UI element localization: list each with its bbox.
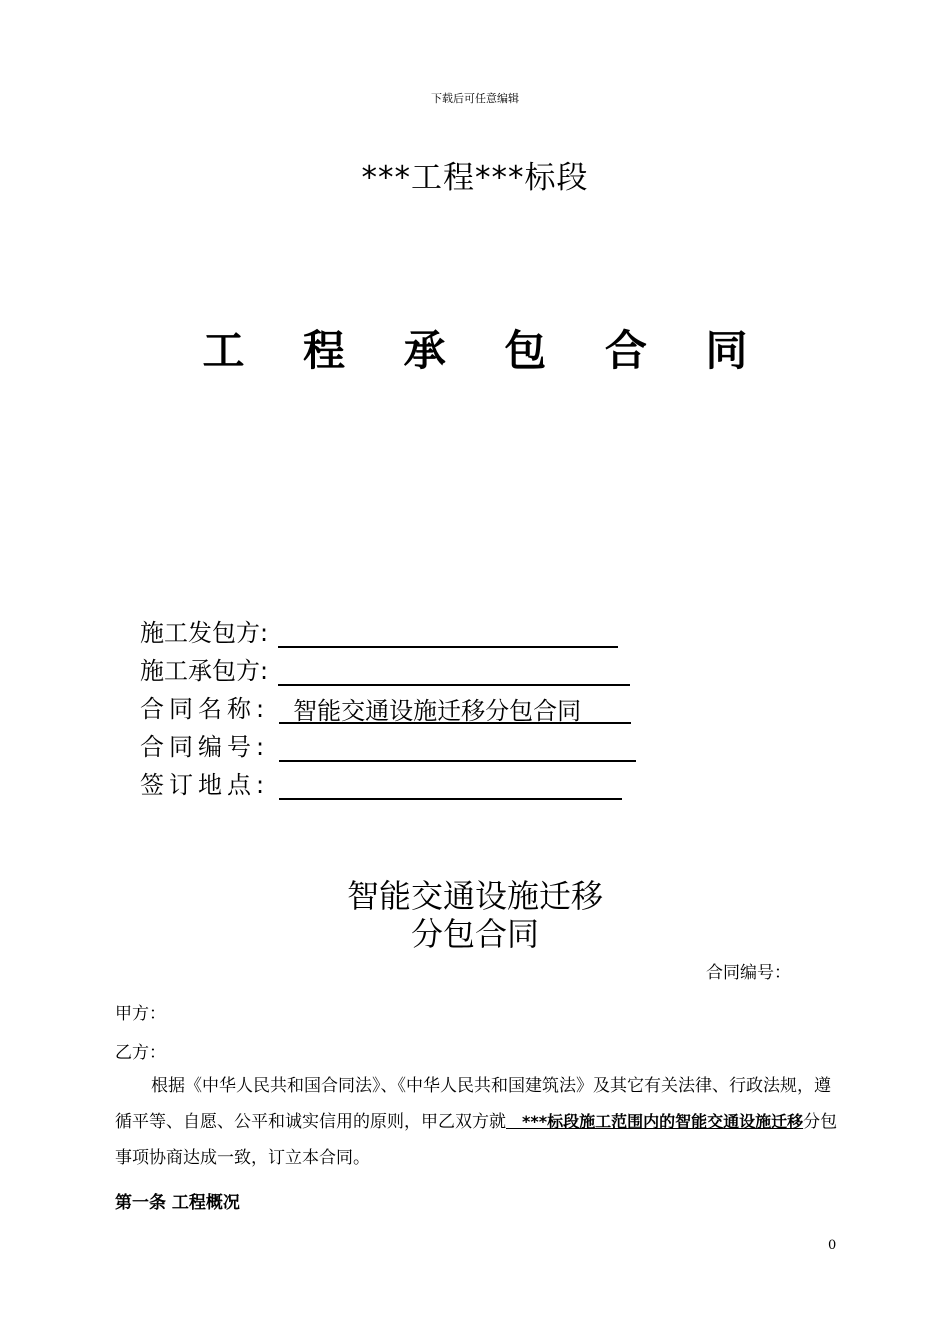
paragraph-text: 根据《中华人民共和国合同法》、《中华人民共和国建筑法》及其它有关法律、行政法规，遵循平等、自愿、公平和诚实信用的原则，甲乙双方就 [115,1076,831,1132]
info-underline [278,658,630,686]
party-a: 甲方： [115,1004,166,1024]
section-heading: 第一条 工程概况 [115,1193,240,1213]
sub-title [0,877,950,953]
info-label: 合同名称: [140,695,270,723]
header-note: 下载后可任意编辑 [431,92,519,105]
info-label: 合同编号: [140,733,270,761]
project-title: ***工程***标段 [361,160,589,196]
info-label: 施工承包方: [140,657,269,685]
info-underline [278,620,618,648]
main-title: 工 程 承 包 合 同 [202,326,770,375]
info-underline [279,734,636,762]
contract-no-label: 合同编号： [706,963,791,983]
info-row-contractor [140,650,630,686]
info-underline [279,772,622,800]
info-row-contract-name [140,688,631,724]
info-label: 签订地点: [140,771,270,799]
info-row-employer [140,612,618,648]
info-underline [279,696,631,724]
paragraph-text: 分包事项协商达成一致，订立本合同。 [115,1112,838,1168]
party-b: 乙方： [115,1043,166,1063]
sub-title-line-1: 智能交通设施迁移 [346,877,603,915]
info-row-contract-no [140,726,636,762]
paragraph-highlight: ***标段施工范围内的智能交通设施迁移 [506,1112,804,1131]
info-label: 施工发包方: [140,619,269,647]
info-value-contract-name: 智能交通设施迁移分包合同 [293,697,582,725]
page-number: 0 [828,1238,837,1253]
intro-paragraph [115,1068,840,1176]
sub-title-line-2: 分包合同 [410,915,539,953]
info-row-sign-place [140,764,622,800]
